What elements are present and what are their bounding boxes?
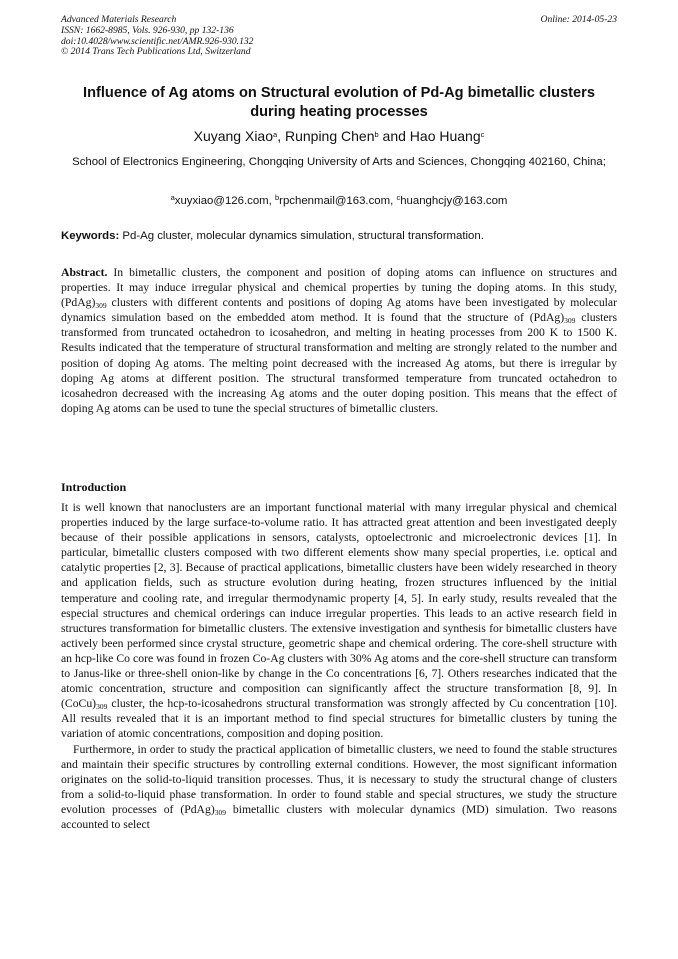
email-separator: , bbox=[268, 195, 275, 207]
author-affil-mark: c bbox=[480, 130, 485, 139]
issn-line: ISSN: 1662-8985, Vols. 926-930, pp 132-136 bbox=[61, 24, 234, 36]
doi-line: doi:10.4028/www.scientific.net/AMR.926-930.132 bbox=[61, 35, 254, 47]
paragraph bbox=[61, 500, 617, 742]
abstract-text: clusters transformed from truncated octahedron to icosahedron, and melting in heating processes from 200 K to 1500 K. Results indicated that the temperature of structural transformation and melting are strongly related to the number and position of doping Ag atoms. The melting point decreased with the increased Ag atoms, but there is irregular by doping Ag atoms at different position. The structural transformed temperature from truncated octahedron to icosahedron decreased with the increasing Ag atoms and the outer doping position. This means that the effect of doping Ag atoms can be used to tune the special structures of bimetallic clusters. bbox=[61, 311, 617, 415]
copyright-line: © 2014 Trans Tech Publications Ltd, Switzerland bbox=[61, 46, 251, 58]
paragraph-text: It is well known that nanoclusters are an important functional material with many irregular physical and chemical properties induced by the large surface-to-volume ratio. It has attracted great attention and been investigated deeply because of their possible applications in sensors, catalysts, optoelectronic and microelectronic devices [1]. In particular, bimetallic clusters composed with two different elements show many special properties, i.e. optical and catalytic properties [2, 3]. Because of practical applications, bimetallic clusters have been widely researched in theory and application fields, such as structure evolution during heating, frozen structures influenced by the initial temperature and cooling rate, and irregular thermodynamic property [4, 5]. In early study, results revealed that the especial structures and chemical orderings can induce irregular properties. This leads to an active research field in structures transformation for bimetallic clusters. The extensive investigation and synthesis for bimetallic clusters have actively been performed since crystal structure, geometric shape and chemical ordering. The core-shell structure with an hcp-like Co core was found in frozen Co-Ag clusters with 30% Ag atoms and the core-shell structure can transform to Janus-like or three-shell onion-like by change in the Co concentrations [6, 7]. Others researches indicated that the atomic concentration, structure and composition can significantly affect the structure transformation [8, 9]. In (CoCu) bbox=[61, 501, 617, 711]
keywords-label: Keywords: bbox=[61, 230, 120, 242]
abstract-text: In bimetallic clusters, the component and position of doping atoms can influence on structures and properties. It may induce irregular physical and chemical properties by tuning the doping atoms. In this study, (PdAg) bbox=[61, 266, 617, 310]
journal-name: Advanced Materials Research bbox=[61, 14, 177, 25]
abstract bbox=[61, 265, 617, 416]
paragraph bbox=[61, 742, 617, 833]
author-list bbox=[61, 127, 617, 145]
author-emails bbox=[61, 193, 617, 209]
section-heading-introduction: Introduction bbox=[61, 480, 127, 494]
email-mark: c bbox=[396, 193, 401, 202]
paragraph-text: Furthermore, in order to study the practical application of bimetallic clusters, we need to found the stable structures and maintain their specific structures by controlling external conditions. However, the most significant information originates on the solid-to-liquid transition processes. Thus, it is necessary to study the structural change of clusters from a solid-to-liquid phase transformation. In order to found stable and special structures, we study the structure evolution processes of (PdAg) bbox=[61, 742, 617, 816]
email-separator: , bbox=[390, 195, 397, 207]
paragraph-text: cluster, the hcp-to-icosahedrons structural transformation was strongly affected by Cu concentration [10]. All results revealed that it is an important method to find special structures for bimetallic clusters by tuning the variation of atomic concentrations, composition and doping position. bbox=[61, 697, 617, 741]
affiliation: School of Electronics Engineering, Chongqing University of Arts and Sciences, Chongqing 402160, China; bbox=[72, 156, 606, 168]
online-date: Online: 2014-05-23 bbox=[540, 14, 617, 25]
author-affil-mark: a bbox=[273, 130, 278, 139]
email-link[interactable]: huanghcjy@163.com bbox=[400, 195, 508, 207]
abstract-text: clusters with different contents and positions of doping Ag atoms have been investigated by molecular dynamics simulation based on the embedded atom method. It is found that the structure of (PdAg) bbox=[61, 296, 617, 325]
paper-title: Influence of Ag atoms on Structural evolution of Pd-Ag bimetallic clusters during heating processes bbox=[83, 85, 595, 120]
author-name: Runping Chen bbox=[284, 128, 375, 144]
author-separator: , bbox=[277, 128, 285, 144]
email-link[interactable]: rpchenmail@163.com bbox=[279, 195, 391, 207]
author-affil-mark: b bbox=[374, 130, 379, 139]
email-mark: b bbox=[274, 193, 280, 202]
paragraph-text: bimetallic clusters with molecular dynamics (MD) simulation. Two reasons accounted to select bbox=[61, 802, 617, 831]
keywords bbox=[61, 228, 617, 244]
subscript: 309 bbox=[214, 807, 226, 817]
subscript: 309 bbox=[96, 702, 108, 712]
abstract-label: Abstract. bbox=[61, 266, 108, 279]
subscript: 309 bbox=[564, 316, 576, 326]
author-name: Xuyang Xiao bbox=[193, 128, 274, 144]
author-separator: and bbox=[378, 128, 410, 144]
keywords-text: Pd-Ag cluster, molecular dynamics simulation, structural transformation. bbox=[119, 230, 484, 242]
email-mark: a bbox=[170, 193, 175, 202]
running-header bbox=[61, 15, 617, 58]
author-name: Hao Huang bbox=[409, 128, 481, 144]
email-link[interactable]: xuyxiao@126.com bbox=[174, 195, 269, 207]
introduction-body bbox=[61, 500, 617, 832]
subscript: 309 bbox=[95, 301, 107, 311]
